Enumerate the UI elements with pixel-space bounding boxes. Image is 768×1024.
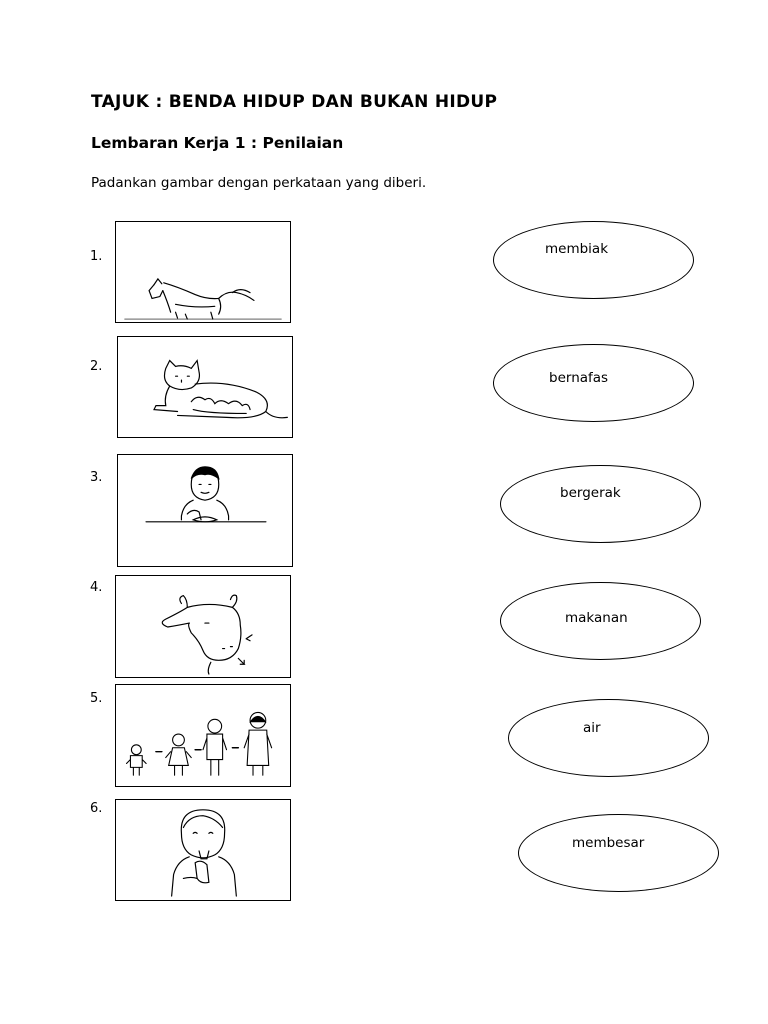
item-number-6: 6. (90, 801, 103, 816)
word-oval-bergerak[interactable] (500, 465, 701, 543)
word-label-membiak: membiak (545, 241, 609, 257)
picture-box-2[interactable] (117, 336, 293, 438)
word-label-membesar: membesar (572, 835, 645, 851)
item-number-2: 2. (90, 359, 103, 374)
girl-drinking-icon (116, 800, 290, 900)
word-oval-membesar[interactable] (518, 814, 719, 892)
item-number-1: 1. (90, 249, 103, 264)
word-oval-makanan[interactable] (500, 582, 701, 660)
page-title: TAJUK : BENDA HIDUP DAN BUKAN HIDUP (91, 92, 498, 112)
word-oval-bernafas[interactable] (493, 344, 694, 422)
instruction-text: Padankan gambar dengan perkataan yang diberi. (91, 175, 427, 191)
picture-box-3[interactable] (117, 454, 293, 567)
item-number-4: 4. (90, 580, 103, 595)
picture-box-5[interactable] (115, 684, 291, 787)
picture-box-1[interactable] (115, 221, 291, 323)
cat-with-kittens-icon (118, 337, 292, 437)
word-label-bergerak: bergerak (560, 485, 621, 501)
child-growth-icon (116, 685, 290, 786)
boy-eating-icon (118, 455, 292, 566)
word-label-air: air (583, 720, 601, 736)
worksheet-subtitle: Lembaran Kerja 1 : Penilaian (91, 134, 344, 152)
item-number-3: 3. (90, 470, 103, 485)
item-number-5: 5. (90, 691, 103, 706)
cow-breathing-icon (116, 576, 290, 677)
word-label-bernafas: bernafas (549, 370, 609, 386)
picture-box-6[interactable] (115, 799, 291, 901)
horse-icon (116, 222, 290, 322)
word-oval-air[interactable] (508, 699, 709, 777)
word-oval-membiak[interactable] (493, 221, 694, 299)
word-label-makanan: makanan (565, 610, 628, 626)
picture-box-4[interactable] (115, 575, 291, 678)
